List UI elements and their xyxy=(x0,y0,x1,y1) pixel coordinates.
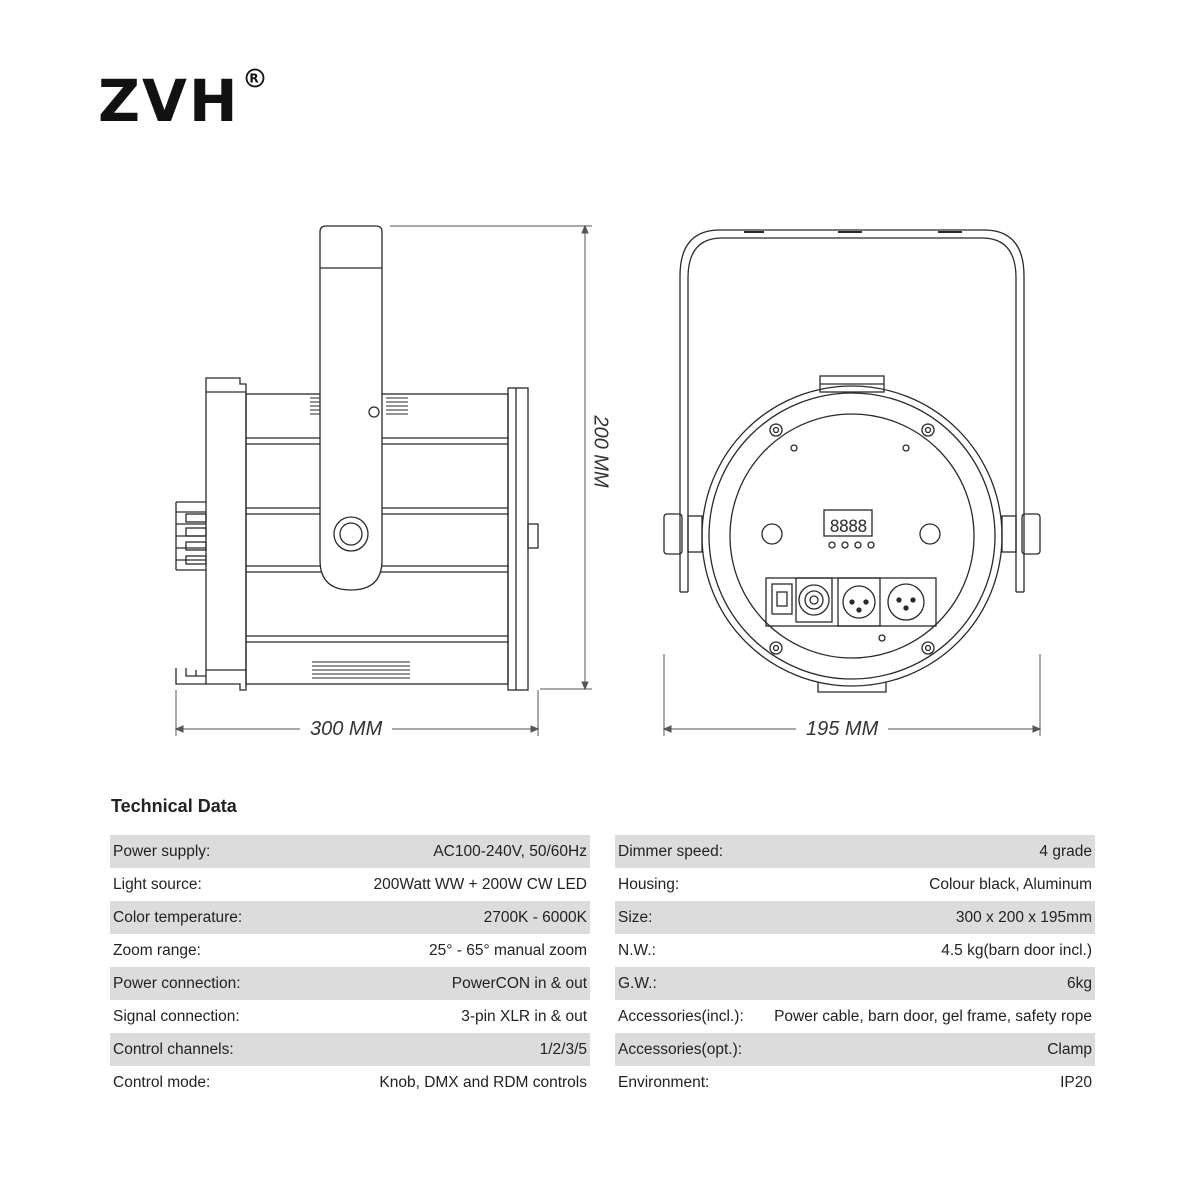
depth-dimension-label: 300 MM xyxy=(300,717,392,741)
side-view xyxy=(176,226,538,690)
spec-label: Environment: xyxy=(618,1073,710,1091)
spec-label: Power supply: xyxy=(113,842,211,860)
spec-label: Control mode: xyxy=(113,1073,211,1091)
spec-table-right xyxy=(615,835,1095,1099)
spec-label: Power connection: xyxy=(113,974,241,992)
spec-value: IP20 xyxy=(1060,1073,1092,1091)
spec-row xyxy=(615,1033,1095,1066)
spec-value: Colour black, Aluminum xyxy=(929,875,1092,893)
spec-value: PowerCON in & out xyxy=(451,974,587,992)
spec-value: 4 grade xyxy=(1039,842,1092,860)
brand-name: ZVH xyxy=(98,67,240,135)
spec-row xyxy=(615,835,1095,868)
spec-row xyxy=(110,967,590,1000)
spec-value: 6kg xyxy=(1067,974,1092,992)
spec-label: Color temperature: xyxy=(113,908,243,926)
spec-row xyxy=(110,934,590,967)
spec-value: 200Watt WW + 200W CW LED xyxy=(373,875,587,893)
spec-row xyxy=(615,1000,1095,1033)
spec-row xyxy=(110,835,590,868)
spec-value: 25° - 65° manual zoom xyxy=(428,941,587,959)
spec-label: Dimmer speed: xyxy=(618,842,724,860)
spec-row xyxy=(110,1066,590,1099)
spec-row xyxy=(615,868,1095,901)
registered-letter: R xyxy=(249,71,262,86)
spec-table-left xyxy=(110,835,590,1099)
spec-label: Zoom range: xyxy=(113,941,201,959)
spec-row xyxy=(110,1000,590,1033)
spec-label: Accessories(opt.): xyxy=(618,1040,743,1058)
spec-label: G.W.: xyxy=(618,974,657,992)
spec-value: 1/2/3/5 xyxy=(539,1040,587,1058)
spec-label: Control channels: xyxy=(113,1040,234,1058)
spec-row xyxy=(110,868,590,901)
spec-row xyxy=(110,901,590,934)
spec-label: Light source: xyxy=(113,875,202,893)
technical-data-title: Technical Data xyxy=(111,796,237,816)
spec-value: 300 x 200 x 195mm xyxy=(955,908,1092,926)
spec-label: N.W.: xyxy=(618,941,656,959)
width-dimension-label: 195 MM xyxy=(796,717,888,741)
spec-row xyxy=(615,901,1095,934)
spec-row xyxy=(615,934,1095,967)
spec-label: Signal connection: xyxy=(113,1007,240,1025)
spec-value: Power cable, barn door, gel frame, safety rope xyxy=(774,1007,1092,1025)
spec-value: Clamp xyxy=(1047,1040,1092,1058)
height-dimension-label: 200 MM xyxy=(589,409,612,493)
spec-label: Accessories(incl.): xyxy=(618,1007,744,1025)
spec-value: 2700K - 6000K xyxy=(483,908,587,926)
front-view xyxy=(664,230,1040,692)
spec-row xyxy=(615,967,1095,1000)
spec-value: Knob, DMX and RDM controls xyxy=(379,1073,587,1091)
spec-label: Size: xyxy=(618,908,653,926)
spec-row xyxy=(110,1033,590,1066)
spec-value: AC100-240V, 50/60Hz xyxy=(433,842,587,860)
side-dimension-lines xyxy=(176,226,592,736)
spec-label: Housing: xyxy=(618,875,680,893)
spec-value: 3-pin XLR in & out xyxy=(461,1007,587,1025)
display-readout: 8888 xyxy=(829,517,867,537)
spec-value: 4.5 kg(barn door incl.) xyxy=(941,941,1092,959)
spec-row xyxy=(615,1066,1095,1099)
